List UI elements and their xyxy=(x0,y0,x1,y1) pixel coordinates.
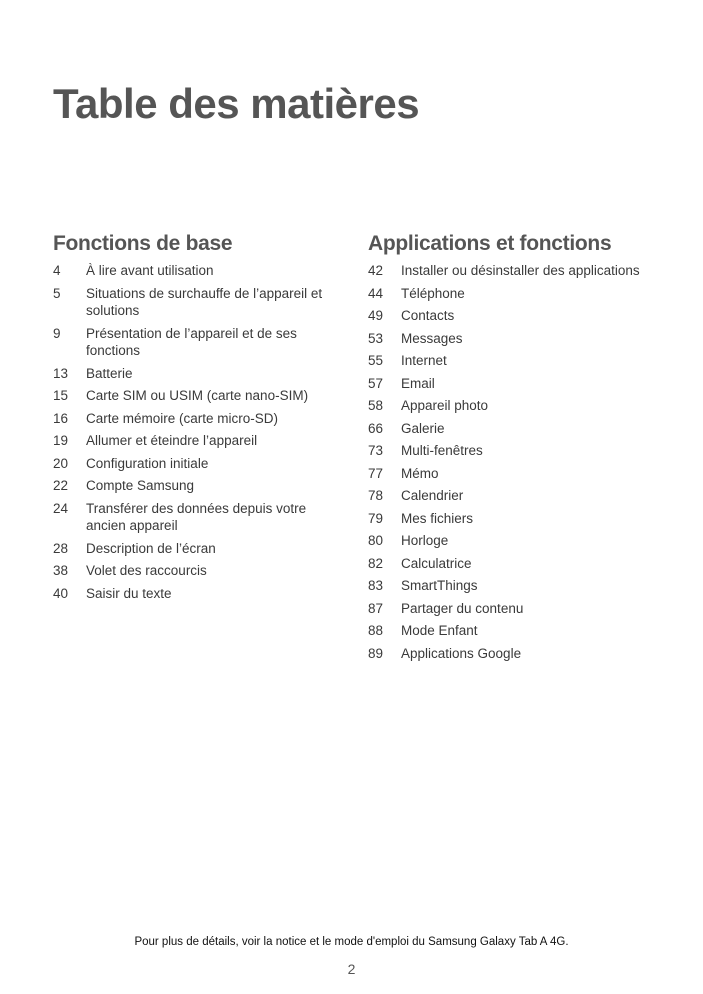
toc-page-number: 24 xyxy=(53,500,69,516)
toc-page-number: 58 xyxy=(368,398,384,413)
toc-entry[interactable] xyxy=(368,600,668,618)
toc-entry-title: Allumer et éteindre l’appareil xyxy=(86,433,258,448)
toc-entry-title: Calendrier xyxy=(401,488,464,503)
toc-entry[interactable] xyxy=(53,585,343,603)
toc-entry-title: Multi-fenêtres xyxy=(401,443,483,458)
toc-entry[interactable] xyxy=(368,465,668,483)
toc-page-number: 66 xyxy=(368,420,384,436)
toc-entry-title: Volet des raccourcis xyxy=(86,563,207,578)
toc-entry-title: Email xyxy=(401,375,435,391)
page-number: 2 xyxy=(347,961,356,977)
toc-entry-title: SmartThings xyxy=(401,578,478,593)
toc-entry-title: Partager du contenu xyxy=(401,600,524,616)
toc-entry-title: Téléphone xyxy=(401,285,465,301)
toc-page-number: 40 xyxy=(53,585,69,601)
toc-entry-title: Mes fichiers xyxy=(401,510,474,526)
toc-list-right xyxy=(368,262,668,662)
toc-page-number: 83 xyxy=(368,578,384,593)
section-heading-applications-et-fonctions: Applications et fonctions xyxy=(368,232,612,255)
toc-entry-title: Applications Google xyxy=(401,645,522,661)
toc-entry[interactable] xyxy=(53,432,343,450)
toc-page-number: 82 xyxy=(368,555,384,571)
toc-entry[interactable] xyxy=(368,285,668,303)
toc-page-number: 22 xyxy=(53,478,69,493)
toc-entry[interactable] xyxy=(368,352,668,370)
toc-page-number: 57 xyxy=(368,375,384,391)
footer-note: Pour plus de détails, voir la notice et le mode d'emploi du Samsung Galaxy Tab A 4G. xyxy=(134,936,569,948)
toc-entry[interactable] xyxy=(368,307,668,325)
toc-entry-title: Mémo xyxy=(401,465,439,481)
toc-entry-title: Transférer des données depuis votre ancien appareil xyxy=(86,500,307,533)
toc-entry[interactable] xyxy=(368,645,668,663)
toc-page-number: 5 xyxy=(53,285,61,301)
toc-entry[interactable] xyxy=(368,510,668,528)
toc-page-number: 55 xyxy=(368,353,384,368)
toc-page-number: 44 xyxy=(368,285,384,301)
toc-page-number: 4 xyxy=(53,263,61,278)
toc-page-number: 78 xyxy=(368,488,384,503)
toc-entry[interactable] xyxy=(53,477,343,495)
toc-entry-title: Galerie xyxy=(401,420,445,436)
toc-entry[interactable] xyxy=(368,262,668,280)
toc-page-number: 16 xyxy=(53,410,69,426)
toc-entry[interactable] xyxy=(368,622,668,640)
toc-page-number: 79 xyxy=(368,510,384,526)
toc-entry[interactable] xyxy=(368,532,668,550)
toc-entry[interactable] xyxy=(368,375,668,393)
toc-page-number: 19 xyxy=(53,433,69,448)
toc-entry-title: Situations de surchauffe de l’appareil et solutions xyxy=(86,285,323,318)
toc-page-number: 88 xyxy=(368,623,384,638)
toc-entry[interactable] xyxy=(53,410,343,428)
toc-entry-title: À lire avant utilisation xyxy=(86,263,214,278)
toc-page-number: 13 xyxy=(53,365,69,381)
toc-entry[interactable] xyxy=(368,330,668,348)
toc-entry[interactable] xyxy=(53,387,343,405)
toc-entry[interactable] xyxy=(368,487,668,505)
toc-entry-title: Configuration initiale xyxy=(86,455,209,471)
toc-entry-title: Compte Samsung xyxy=(86,478,195,493)
toc-entry[interactable] xyxy=(53,365,343,383)
toc-entry-title: Mode Enfant xyxy=(401,623,478,638)
toc-column-right xyxy=(368,232,668,667)
toc-entry-title: Carte mémoire (carte micro-SD) xyxy=(86,410,279,426)
toc-page-number: 87 xyxy=(368,600,384,616)
toc-page-number: 77 xyxy=(368,465,384,481)
toc-entry[interactable] xyxy=(53,540,343,558)
toc-entry-title: Messages xyxy=(401,330,463,346)
toc-column-left xyxy=(53,232,343,607)
toc-page-number: 73 xyxy=(368,443,384,458)
section-heading-fonctions-de-base: Fonctions de base xyxy=(53,232,233,255)
toc-page-number: 15 xyxy=(53,388,69,403)
toc-entry[interactable] xyxy=(53,562,343,580)
toc-page-number: 38 xyxy=(53,563,69,578)
toc-page-number: 9 xyxy=(53,325,61,341)
toc-entry-title: Internet xyxy=(401,353,447,368)
toc-entry[interactable] xyxy=(53,455,343,473)
toc-page-number: 28 xyxy=(53,540,69,556)
toc-entry-title: Installer ou désinstaller des applications xyxy=(401,263,640,278)
toc-entry[interactable] xyxy=(368,420,668,438)
toc-entry[interactable] xyxy=(53,500,343,535)
toc-entry-title: Description de l’écran xyxy=(86,540,216,556)
toc-page-number: 89 xyxy=(368,645,384,661)
toc-list-left xyxy=(53,262,343,602)
toc-entry-title: Horloge xyxy=(401,533,449,548)
page-title: Table des matières xyxy=(53,80,420,127)
toc-entry[interactable] xyxy=(368,555,668,573)
toc-entry[interactable] xyxy=(53,325,343,360)
toc-entry-title: Carte SIM ou USIM (carte nano-SIM) xyxy=(86,388,309,403)
toc-page-number: 80 xyxy=(368,533,384,548)
toc-page-number: 42 xyxy=(368,263,384,278)
toc-entry[interactable] xyxy=(53,262,343,280)
toc-page-number: 53 xyxy=(368,330,384,346)
toc-entry-title: Contacts xyxy=(401,308,455,323)
toc-entry-title: Présentation de l’appareil et de ses fonctions xyxy=(86,325,297,358)
toc-entry[interactable] xyxy=(368,577,668,595)
toc-entry[interactable] xyxy=(53,285,343,320)
toc-entry[interactable] xyxy=(368,397,668,415)
toc-entry-title: Saisir du texte xyxy=(86,585,172,601)
toc-page-number: 20 xyxy=(53,455,69,471)
toc-entry-title: Calculatrice xyxy=(401,555,472,571)
toc-entry-title: Appareil photo xyxy=(401,398,489,413)
toc-page-number: 49 xyxy=(368,308,384,323)
toc-entry-title: Batterie xyxy=(86,365,133,381)
toc-entry[interactable] xyxy=(368,442,668,460)
